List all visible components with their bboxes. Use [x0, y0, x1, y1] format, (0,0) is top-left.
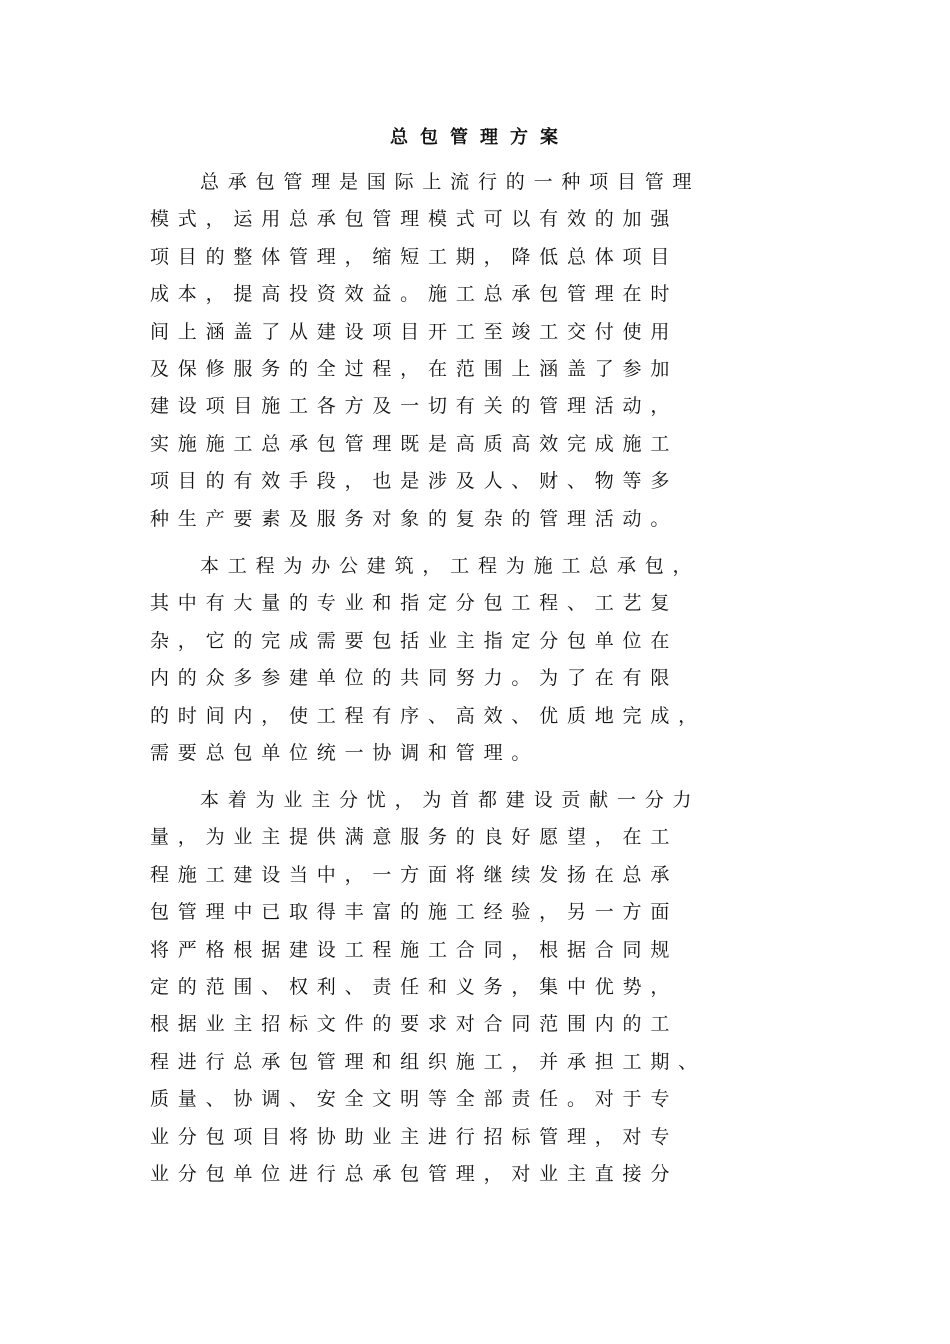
paragraph-line: 根 据 业 主 招 标 文 件 的 要 求 对 合 同 范 围 内 的 工: [150, 1013, 670, 1036]
paragraph-line: 质 量 、 协 调 、 安 全 文 明 等 全 部 责 任 。 对 于 专: [150, 1088, 670, 1111]
paragraph-line: 种 生 产 要 素 及 服 务 对 象 的 复 杂 的 管 理 活 动 。: [150, 507, 670, 530]
paragraph-line: 程 施 工 建 设 当 中 ， 一 方 面 将 继 续 发 扬 在 总 承: [150, 863, 670, 886]
paragraph-line: 其 中 有 大 量 的 专 业 和 指 定 分 包 工 程 、 工 艺 复: [150, 592, 670, 615]
paragraph-line: 杂 ， 它 的 完 成 需 要 包 括 业 主 指 定 分 包 单 位 在: [150, 629, 670, 652]
paragraph-line: 内 的 众 多 参 建 单 位 的 共 同 努 力 。 为 了 在 有 限: [150, 667, 670, 690]
paragraph-line: 实 施 施 工 总 承 包 管 理 既 是 高 质 高 效 完 成 施 工: [150, 432, 670, 455]
paragraph-line: 需 要 总 包 单 位 统 一 协 调 和 管 理 。: [150, 741, 531, 764]
paragraph-line: 程 进 行 总 承 包 管 理 和 组 织 施 工 ， 并 承 担 工 期 、: [150, 1050, 698, 1073]
paragraph-line: 本 工 程 为 办 公 建 筑 ， 工 程 为 施 工 总 承 包 ，: [200, 555, 692, 577]
paragraph-line: 业 分 包 项 目 将 协 助 业 主 进 行 招 标 管 理 ， 对 专: [150, 1125, 670, 1148]
paragraph-line: 及 保 修 服 务 的 全 过 程 ， 在 范 围 上 涵 盖 了 参 加: [150, 357, 670, 380]
paragraph-line: 总 承 包 管 理 是 国 际 上 流 行 的 一 种 项 目 管 理: [200, 171, 692, 193]
paragraph-line: 将 严 格 根 据 建 设 工 程 施 工 合 同 ， 根 据 合 同 规: [150, 938, 670, 961]
paragraph-line: 成 本 ， 提 高 投 资 效 益 。 施 工 总 承 包 管 理 在 时: [150, 283, 670, 306]
paragraph-1: [150, 164, 700, 538]
paragraph-line: 模 式 ， 运 用 总 承 包 管 理 模 式 可 以 有 效 的 加 强: [150, 208, 670, 231]
document-title: 总包管理方案: [390, 127, 570, 148]
paragraph-line: 的 时 间 内 ， 使 工 程 有 序 、 高 效 、 优 质 地 完 成 ，: [150, 704, 698, 727]
paragraph-line: 包 管 理 中 已 取 得 丰 富 的 施 工 经 验 ， 另 一 方 面: [150, 901, 670, 924]
paragraph-line: 本 着 为 业 主 分 忧 ， 为 首 都 建 设 贡 献 一 分 力: [200, 789, 692, 811]
paragraph-line: 业 分 包 单 位 进 行 总 承 包 管 理 ， 对 业 主 直 接 分: [150, 1162, 670, 1185]
paragraph-line: 间 上 涵 盖 了 从 建 设 项 目 开 工 至 竣 工 交 付 使 用: [150, 320, 670, 343]
paragraph-line: 定 的 范 围 、 权 利 、 责 任 和 义 务 ， 集 中 优 势 ，: [150, 975, 670, 998]
paragraph-line: 项 目 的 整 体 管 理 ， 缩 短 工 期 ， 降 低 总 体 项 目: [150, 245, 670, 268]
paragraph-3: [150, 782, 706, 1193]
paragraph-line: 项 目 的 有 效 手 段 ， 也 是 涉 及 人 、 财 、 物 等 多: [150, 470, 670, 493]
paragraph-2: [150, 548, 706, 772]
paragraph-line: 建 设 项 目 施 工 各 方 及 一 切 有 关 的 管 理 活 动 ，: [150, 395, 670, 418]
paragraph-line: 量 ， 为 业 主 提 供 满 意 服 务 的 良 好 愿 望 ， 在 工: [150, 826, 670, 849]
